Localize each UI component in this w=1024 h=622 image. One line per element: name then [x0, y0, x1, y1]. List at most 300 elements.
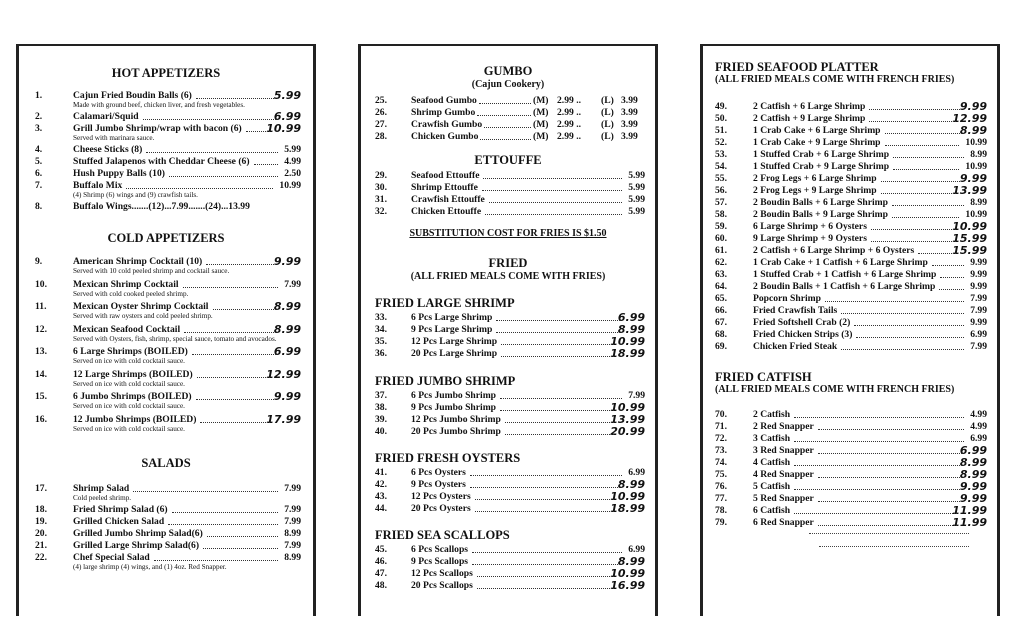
- section-title-fried-oysters: FRIED FRESH OYSTERS: [375, 451, 521, 465]
- dot-leader: [871, 221, 956, 230]
- dot-leader: [794, 505, 957, 514]
- item-price: 10.99: [965, 161, 987, 172]
- section-title-gumbo: GUMBO: [483, 64, 533, 78]
- item-name: Grilled Large Shrimp Salad(6): [73, 540, 200, 551]
- item-number: 29.: [375, 170, 387, 181]
- menu-item-row: [715, 317, 987, 329]
- menu-item-row: [715, 329, 987, 341]
- item-name: 5 Catfish: [753, 481, 791, 492]
- menu-item-row: [375, 390, 645, 402]
- dot-leader: [489, 194, 622, 203]
- section-title-fried-jumbo-shrimp: FRIED JUMBO SHRIMP: [375, 374, 516, 388]
- menu-item-row: [375, 194, 645, 206]
- item-number: 41.: [375, 467, 387, 478]
- item-price: 8.99: [284, 552, 301, 563]
- dot-leader: [818, 469, 962, 478]
- item-number: 17.: [35, 483, 47, 494]
- menu-item-row: [375, 131, 645, 143]
- menu-item-row: [35, 156, 301, 168]
- menu-item-row: [715, 409, 987, 421]
- gumbo-mp: 2.99 ..: [557, 131, 581, 142]
- item-number: 15.: [35, 391, 47, 402]
- gumbo-m: (M): [533, 95, 549, 106]
- item-name: 2 Catfish: [753, 409, 791, 420]
- menu-item-row: [715, 161, 987, 173]
- dot-leader: [818, 445, 962, 454]
- dot-leader: [482, 182, 622, 191]
- dot-leader: [183, 279, 279, 288]
- item-description: Served with cold cooked peeled shrimp.: [73, 289, 189, 298]
- handwritten-price: 8.99: [959, 124, 987, 137]
- handwritten-price: 9.99: [959, 172, 987, 185]
- dot-leader: [918, 245, 956, 254]
- item-number: 5.: [35, 156, 43, 167]
- item-number: 56.: [715, 185, 727, 196]
- menu-item-row: [375, 182, 645, 194]
- dot-leader: [477, 568, 614, 577]
- menu-item-row: [375, 414, 645, 426]
- item-number: 67.: [715, 317, 727, 328]
- menu-item-row: [35, 111, 301, 123]
- item-price: 8.99: [970, 197, 987, 208]
- dot-leader: [477, 107, 531, 116]
- handwritten-price: 8.99: [273, 322, 301, 336]
- menu-item-row: [35, 504, 301, 516]
- dot-leader: [196, 391, 276, 400]
- menu-item-row: [375, 206, 645, 218]
- handwritten-price: 8.99: [617, 555, 645, 568]
- dot-leader: [885, 137, 960, 146]
- item-number: 53.: [715, 149, 727, 160]
- item-name: 6 Large Shrimps (BOILED): [73, 346, 188, 357]
- menu-item-row: [715, 125, 987, 137]
- item-price: 9.99: [970, 281, 987, 292]
- item-name: Shrimp Ettouffe: [411, 182, 478, 193]
- gumbo-l: (L): [601, 131, 614, 142]
- item-price: 7.99: [628, 390, 645, 401]
- dot-leader: [169, 168, 278, 177]
- item-price: 5.99: [628, 182, 645, 193]
- item-name: Grilled Jumbo Shrimp Salad(6): [73, 528, 203, 539]
- menu-item-row: [375, 503, 645, 515]
- item-number: 37.: [375, 390, 387, 401]
- item-number: 38.: [375, 402, 387, 413]
- menu-item-row: [375, 336, 645, 348]
- item-number: 1.: [35, 90, 43, 101]
- dot-leader: [841, 341, 964, 350]
- item-price: 10.99: [965, 137, 987, 148]
- item-price: 5.99: [284, 144, 301, 155]
- gumbo-name: Chicken Gumbo: [411, 131, 479, 142]
- dot-leader: [932, 257, 964, 266]
- dot-leader: [200, 414, 270, 423]
- menu-item-row: [715, 421, 987, 433]
- item-number: 48.: [375, 580, 387, 591]
- dot-leader: [472, 544, 622, 553]
- gumbo-lp: 3.99: [621, 131, 638, 142]
- item-name: 6 Pcs Jumbo Shrimp: [411, 390, 497, 401]
- section-title-fried-large-shrimp: FRIED LARGE SHRIMP: [375, 296, 515, 310]
- item-number: 12.: [35, 323, 47, 335]
- dot-leader: [881, 185, 957, 194]
- handwritten-price: 11.99: [952, 504, 987, 517]
- handwritten-price: 5.99: [273, 89, 301, 102]
- item-number: 31.: [375, 194, 387, 205]
- item-description: Served on ice with cold cocktail sauce.: [73, 424, 185, 433]
- item-number: 33.: [375, 312, 387, 323]
- item-number: 69.: [715, 341, 727, 352]
- dot-leader: [869, 101, 961, 110]
- item-number: 78.: [715, 505, 727, 516]
- gumbo-l: (L): [601, 107, 614, 118]
- item-description: Served with raw oysters and cold peeled shrimp.: [73, 312, 213, 320]
- menu-item-row: [715, 517, 987, 529]
- menu-item-row: [715, 469, 987, 481]
- handwritten-price: 12.99: [266, 367, 301, 381]
- item-number: 16.: [35, 413, 47, 425]
- fried-note: (ALL FRIED MEALS COME WITH FRIES): [410, 271, 606, 282]
- item-name: Cajun Fried Boudin Balls (6): [73, 90, 192, 101]
- handwritten-price: 10.99: [952, 220, 987, 233]
- item-number: 73.: [715, 445, 727, 456]
- menu-item-row: [715, 493, 987, 505]
- menu-item-row: [375, 95, 645, 107]
- gumbo-mp: 2.99 ..: [557, 107, 581, 118]
- gumbo-mp: 2.99 ..: [557, 119, 581, 130]
- item-number: 74.: [715, 457, 727, 468]
- item-number: 6.: [35, 168, 43, 179]
- dot-leader: [470, 479, 620, 488]
- handwritten-price: 10.99: [610, 335, 645, 348]
- item-description: Served on ice with cold cocktail sauce.: [73, 357, 185, 365]
- item-description: Made with ground beef, chicken liver, and fresh vegetables.: [73, 101, 245, 109]
- handwritten-price: 15.99: [952, 244, 987, 257]
- handwritten-price: 9.99: [959, 480, 987, 493]
- handwritten-price: 16.99: [610, 579, 645, 592]
- item-name: 20 Pcs Jumbo Shrimp: [411, 426, 501, 437]
- dot-leader: [794, 457, 962, 466]
- handwritten-price: 10.99: [610, 567, 645, 580]
- gumbo-name: Shrimp Gumbo: [411, 107, 476, 118]
- item-number: 22.: [35, 552, 47, 563]
- menu-item-row: [375, 348, 645, 360]
- item-name: 6 Jumbo Shrimps (BOILED): [73, 391, 192, 402]
- item-name: Grill Jumbo Shrimp/wrap with bacon (6): [73, 123, 242, 134]
- item-name: 9 Large Shrimp + 9 Oysters: [753, 233, 867, 244]
- item-number: 52.: [715, 137, 727, 148]
- item-number: 76.: [715, 481, 727, 492]
- menu-item-row: [715, 245, 987, 257]
- menu-item-row: [35, 144, 301, 156]
- item-name: 2 Red Snapper: [753, 421, 814, 432]
- item-name: 20 Pcs Large Shrimp: [411, 348, 498, 359]
- menu-item-row: [35, 528, 301, 540]
- gumbo-m: (M): [533, 131, 549, 142]
- item-name: Shrimp Salad: [73, 483, 130, 494]
- dot-leader: [168, 516, 278, 525]
- item-description: (4) Shrimp (6) wings and (9) crawfish tails.: [73, 191, 198, 199]
- item-number: 9.: [35, 256, 43, 267]
- item-number: 58.: [715, 209, 727, 220]
- dot-leader: [825, 293, 964, 302]
- dot-leader: [184, 324, 276, 333]
- item-description: Served with 10 cold peeled shrimp and cocktail sauce.: [73, 267, 230, 275]
- item-name: 2 Boudin Balls + 1 Catfish + 6 Large Shrimp: [753, 281, 936, 292]
- menu-item-row: [375, 402, 645, 414]
- item-number: 43.: [375, 491, 387, 502]
- item-number: 30.: [375, 182, 387, 193]
- gumbo-l: (L): [601, 119, 614, 130]
- dot-leader: [885, 125, 962, 134]
- item-name: Mexican Shrimp Cocktail: [73, 278, 179, 290]
- item-number: 61.: [715, 245, 727, 256]
- menu-item-row: [715, 113, 987, 125]
- item-number: 70.: [715, 409, 727, 420]
- dot-leader: [818, 421, 964, 430]
- item-number: 20.: [35, 528, 47, 539]
- item-number: 2.: [35, 111, 43, 122]
- dot-leader: [480, 131, 531, 140]
- item-number: 10.: [35, 278, 47, 290]
- item-price: 6.99: [628, 544, 645, 555]
- menu-item-row: [715, 257, 987, 269]
- dot-leader: [197, 369, 271, 378]
- item-name: 12 Jumbo Shrimps (BOILED): [73, 413, 197, 425]
- gumbo-num: 28.: [375, 131, 387, 142]
- dot-leader: [856, 329, 964, 338]
- handwritten-price: 8.99: [617, 478, 645, 491]
- item-price: 7.99: [284, 540, 301, 551]
- dot-leader: [505, 414, 614, 423]
- item-name: 1 Stuffed Crab + 6 Large Shrimp: [753, 149, 890, 160]
- item-name: 9 Pcs Scallops: [411, 556, 469, 567]
- menu-item-row: [375, 491, 645, 503]
- section-title-hot-appetizers: HOT APPETIZERS: [111, 66, 221, 80]
- menu-item-row: [715, 185, 987, 197]
- dot-leader: [146, 144, 278, 153]
- dot-leader: [126, 180, 273, 189]
- gumbo-subtitle: (Cajun Cookery): [471, 79, 545, 90]
- dot-leader: [818, 493, 962, 502]
- dot-leader: [500, 390, 622, 399]
- dot-leader: [892, 197, 964, 206]
- menu-item-row: [715, 173, 987, 185]
- item-name: Fried Crawfish Tails: [753, 305, 838, 316]
- item-price: 8.99: [970, 149, 987, 160]
- section-title-fried-scallops: FRIED SEA SCALLOPS: [375, 528, 510, 542]
- gumbo-num: 25.: [375, 95, 387, 106]
- gumbo-m: (M): [533, 119, 549, 130]
- item-name: 2 Boudin Balls + 6 Large Shrimp: [753, 197, 889, 208]
- dot-leader: [207, 528, 278, 537]
- dot-leader: [154, 552, 278, 561]
- dot-leader: [794, 433, 964, 442]
- gumbo-num: 27.: [375, 119, 387, 130]
- item-name: 1 Crab Cake + 6 Large Shrimp: [753, 125, 881, 136]
- gumbo-name: Seafood Gumbo: [411, 95, 477, 106]
- item-price: 7.99: [284, 516, 301, 527]
- item-number: 59.: [715, 221, 727, 232]
- dot-leader: [794, 409, 964, 418]
- handwritten-price: 6.99: [959, 444, 987, 457]
- menu-item-row: [715, 505, 987, 517]
- dot-leader: [143, 111, 276, 120]
- menu-item-row: [715, 269, 987, 281]
- item-name: 20 Pcs Oysters: [411, 503, 471, 514]
- item-number: 72.: [715, 433, 727, 444]
- menu-item-row: [375, 568, 645, 580]
- dot-leader: [892, 209, 959, 218]
- item-price: 6.99: [628, 467, 645, 478]
- gumbo-lp: 3.99: [621, 119, 638, 130]
- dot-leader: [479, 95, 531, 104]
- item-name: 12 Pcs Oysters: [411, 491, 471, 502]
- dot-leader: [192, 346, 276, 355]
- item-price: 5.99: [628, 194, 645, 205]
- item-price: 7.99: [970, 341, 987, 352]
- item-price: 4.99: [284, 156, 301, 167]
- item-name: Grilled Chicken Salad: [73, 516, 165, 527]
- menu-item-row: [715, 137, 987, 149]
- menu-item-row: [715, 197, 987, 209]
- item-name: 2 Catfish + 9 Large Shrimp: [753, 113, 866, 124]
- item-name: 20 Pcs Scallops: [411, 580, 473, 591]
- item-number: 46.: [375, 556, 387, 567]
- item-number: 49.: [715, 101, 727, 112]
- item-number: 51.: [715, 125, 727, 136]
- handwritten-price: 8.99: [617, 323, 645, 336]
- dot-leader: [196, 90, 276, 99]
- menu-item-row: [375, 107, 645, 119]
- item-number: 21.: [35, 540, 47, 551]
- section-title-salads: SALADS: [141, 456, 191, 470]
- handwritten-price: 6.99: [273, 345, 301, 358]
- item-price: 7.99: [284, 278, 301, 290]
- item-name: American Shrimp Cocktail (10): [73, 256, 203, 267]
- item-number: 8.: [35, 201, 43, 212]
- platter-note: (ALL FRIED MEALS COME WITH FRENCH FRIES): [715, 74, 955, 85]
- handwritten-price: 6.99: [617, 311, 645, 324]
- handwritten-price: 13.99: [610, 413, 645, 426]
- blank-dotted-line: [819, 546, 969, 547]
- item-number: 13.: [35, 346, 47, 357]
- item-name: Chef Special Salad: [73, 552, 150, 563]
- item-description: Served on ice with cold cocktail sauce.: [73, 402, 185, 410]
- dot-leader: [794, 481, 962, 490]
- dot-leader: [841, 305, 964, 314]
- menu-panel-appetizers: [16, 44, 316, 616]
- gumbo-name: Crawfish Gumbo: [411, 119, 483, 130]
- handwritten-price: 9.99: [959, 100, 987, 113]
- handwritten-price: 10.99: [610, 490, 645, 503]
- item-name: Stuffed Jalapenos with Cheddar Cheese (6): [73, 156, 250, 167]
- blank-dotted-line: [809, 533, 969, 534]
- item-name: Seafood Ettouffe: [411, 170, 480, 181]
- item-price: 10.99: [279, 180, 301, 191]
- item-name: 1 Stuffed Crab + 1 Catfish + 6 Large Shrimp: [753, 269, 937, 280]
- dot-leader: [475, 503, 615, 512]
- item-name: 9 Pcs Large Shrimp: [411, 324, 493, 335]
- menu-item-row: [715, 233, 987, 245]
- dot-leader: [475, 491, 615, 500]
- item-number: 60.: [715, 233, 727, 244]
- item-price: 10.99: [965, 209, 987, 220]
- handwritten-price: 6.99: [273, 110, 301, 123]
- menu-item-row: [375, 544, 645, 556]
- item-price: 7.99: [284, 504, 301, 515]
- item-name: 12 Pcs Large Shrimp: [411, 336, 498, 347]
- item-number: 71.: [715, 421, 727, 432]
- item-number: 4.: [35, 144, 43, 155]
- item-number: 77.: [715, 493, 727, 504]
- item-number: 3.: [35, 123, 43, 134]
- handwritten-price: 18.99: [610, 347, 645, 360]
- section-title-cold-appetizers: COLD APPETIZERS: [107, 231, 225, 245]
- dot-leader: [472, 556, 620, 565]
- dot-leader: [869, 113, 956, 122]
- menu-item-row: [35, 540, 301, 552]
- item-name: 4 Red Snapper: [753, 469, 814, 480]
- item-number: 44.: [375, 503, 387, 514]
- item-price: 6.99: [970, 329, 987, 340]
- item-price: 7.99: [970, 305, 987, 316]
- menu-item-row: [715, 457, 987, 469]
- item-price: 9.99: [970, 257, 987, 268]
- dot-leader: [500, 402, 614, 411]
- section-title-fried: FRIED: [488, 256, 528, 270]
- item-name: Chicken Fried Steak: [753, 341, 838, 352]
- item-price: 5.99: [628, 170, 645, 181]
- item-price: 7.99: [284, 483, 301, 494]
- dot-leader: [496, 312, 619, 321]
- item-name: Popcorn Shrimp: [753, 293, 821, 304]
- item-name: Hush Puppy Balls (10): [73, 168, 165, 179]
- gumbo-num: 26.: [375, 107, 387, 118]
- item-number: 64.: [715, 281, 727, 292]
- handwritten-price: 20.99: [610, 425, 645, 438]
- handwritten-price: 9.99: [273, 255, 301, 268]
- handwritten-price: 17.99: [266, 412, 301, 426]
- item-name: 6 Red Snapper: [753, 517, 814, 528]
- menu-item-row: [715, 149, 987, 161]
- item-number: 55.: [715, 173, 727, 184]
- item-price: 6.99: [970, 433, 987, 444]
- dot-leader: [254, 156, 279, 165]
- handwritten-price: 8.99: [959, 456, 987, 469]
- handwritten-price: 15.99: [952, 232, 987, 245]
- item-name: 2 Catfish + 6 Large Shrimp: [753, 101, 866, 112]
- menu-item-row: [375, 119, 645, 131]
- section-title-fried-catfish: FRIED CATFISH: [715, 370, 812, 384]
- item-name: 6 Pcs Oysters: [411, 467, 466, 478]
- dot-leader: [854, 317, 964, 326]
- handwritten-price: 18.99: [610, 502, 645, 515]
- gumbo-lp: 3.99: [621, 95, 638, 106]
- menu-item-row: [375, 467, 645, 479]
- dot-leader: [477, 580, 614, 589]
- item-number: 65.: [715, 293, 727, 304]
- handwritten-price: 13.99: [952, 184, 987, 197]
- menu-item-row: [35, 516, 301, 528]
- item-name: 6 Catfish: [753, 505, 791, 516]
- menu-item-row: [715, 101, 987, 113]
- item-name: 6 Large Shrimp + 6 Oysters: [753, 221, 867, 232]
- dot-leader: [501, 336, 614, 345]
- item-number: 35.: [375, 336, 387, 347]
- dot-leader: [483, 170, 622, 179]
- menu-item-row: [715, 481, 987, 493]
- menu-item-row: [715, 209, 987, 221]
